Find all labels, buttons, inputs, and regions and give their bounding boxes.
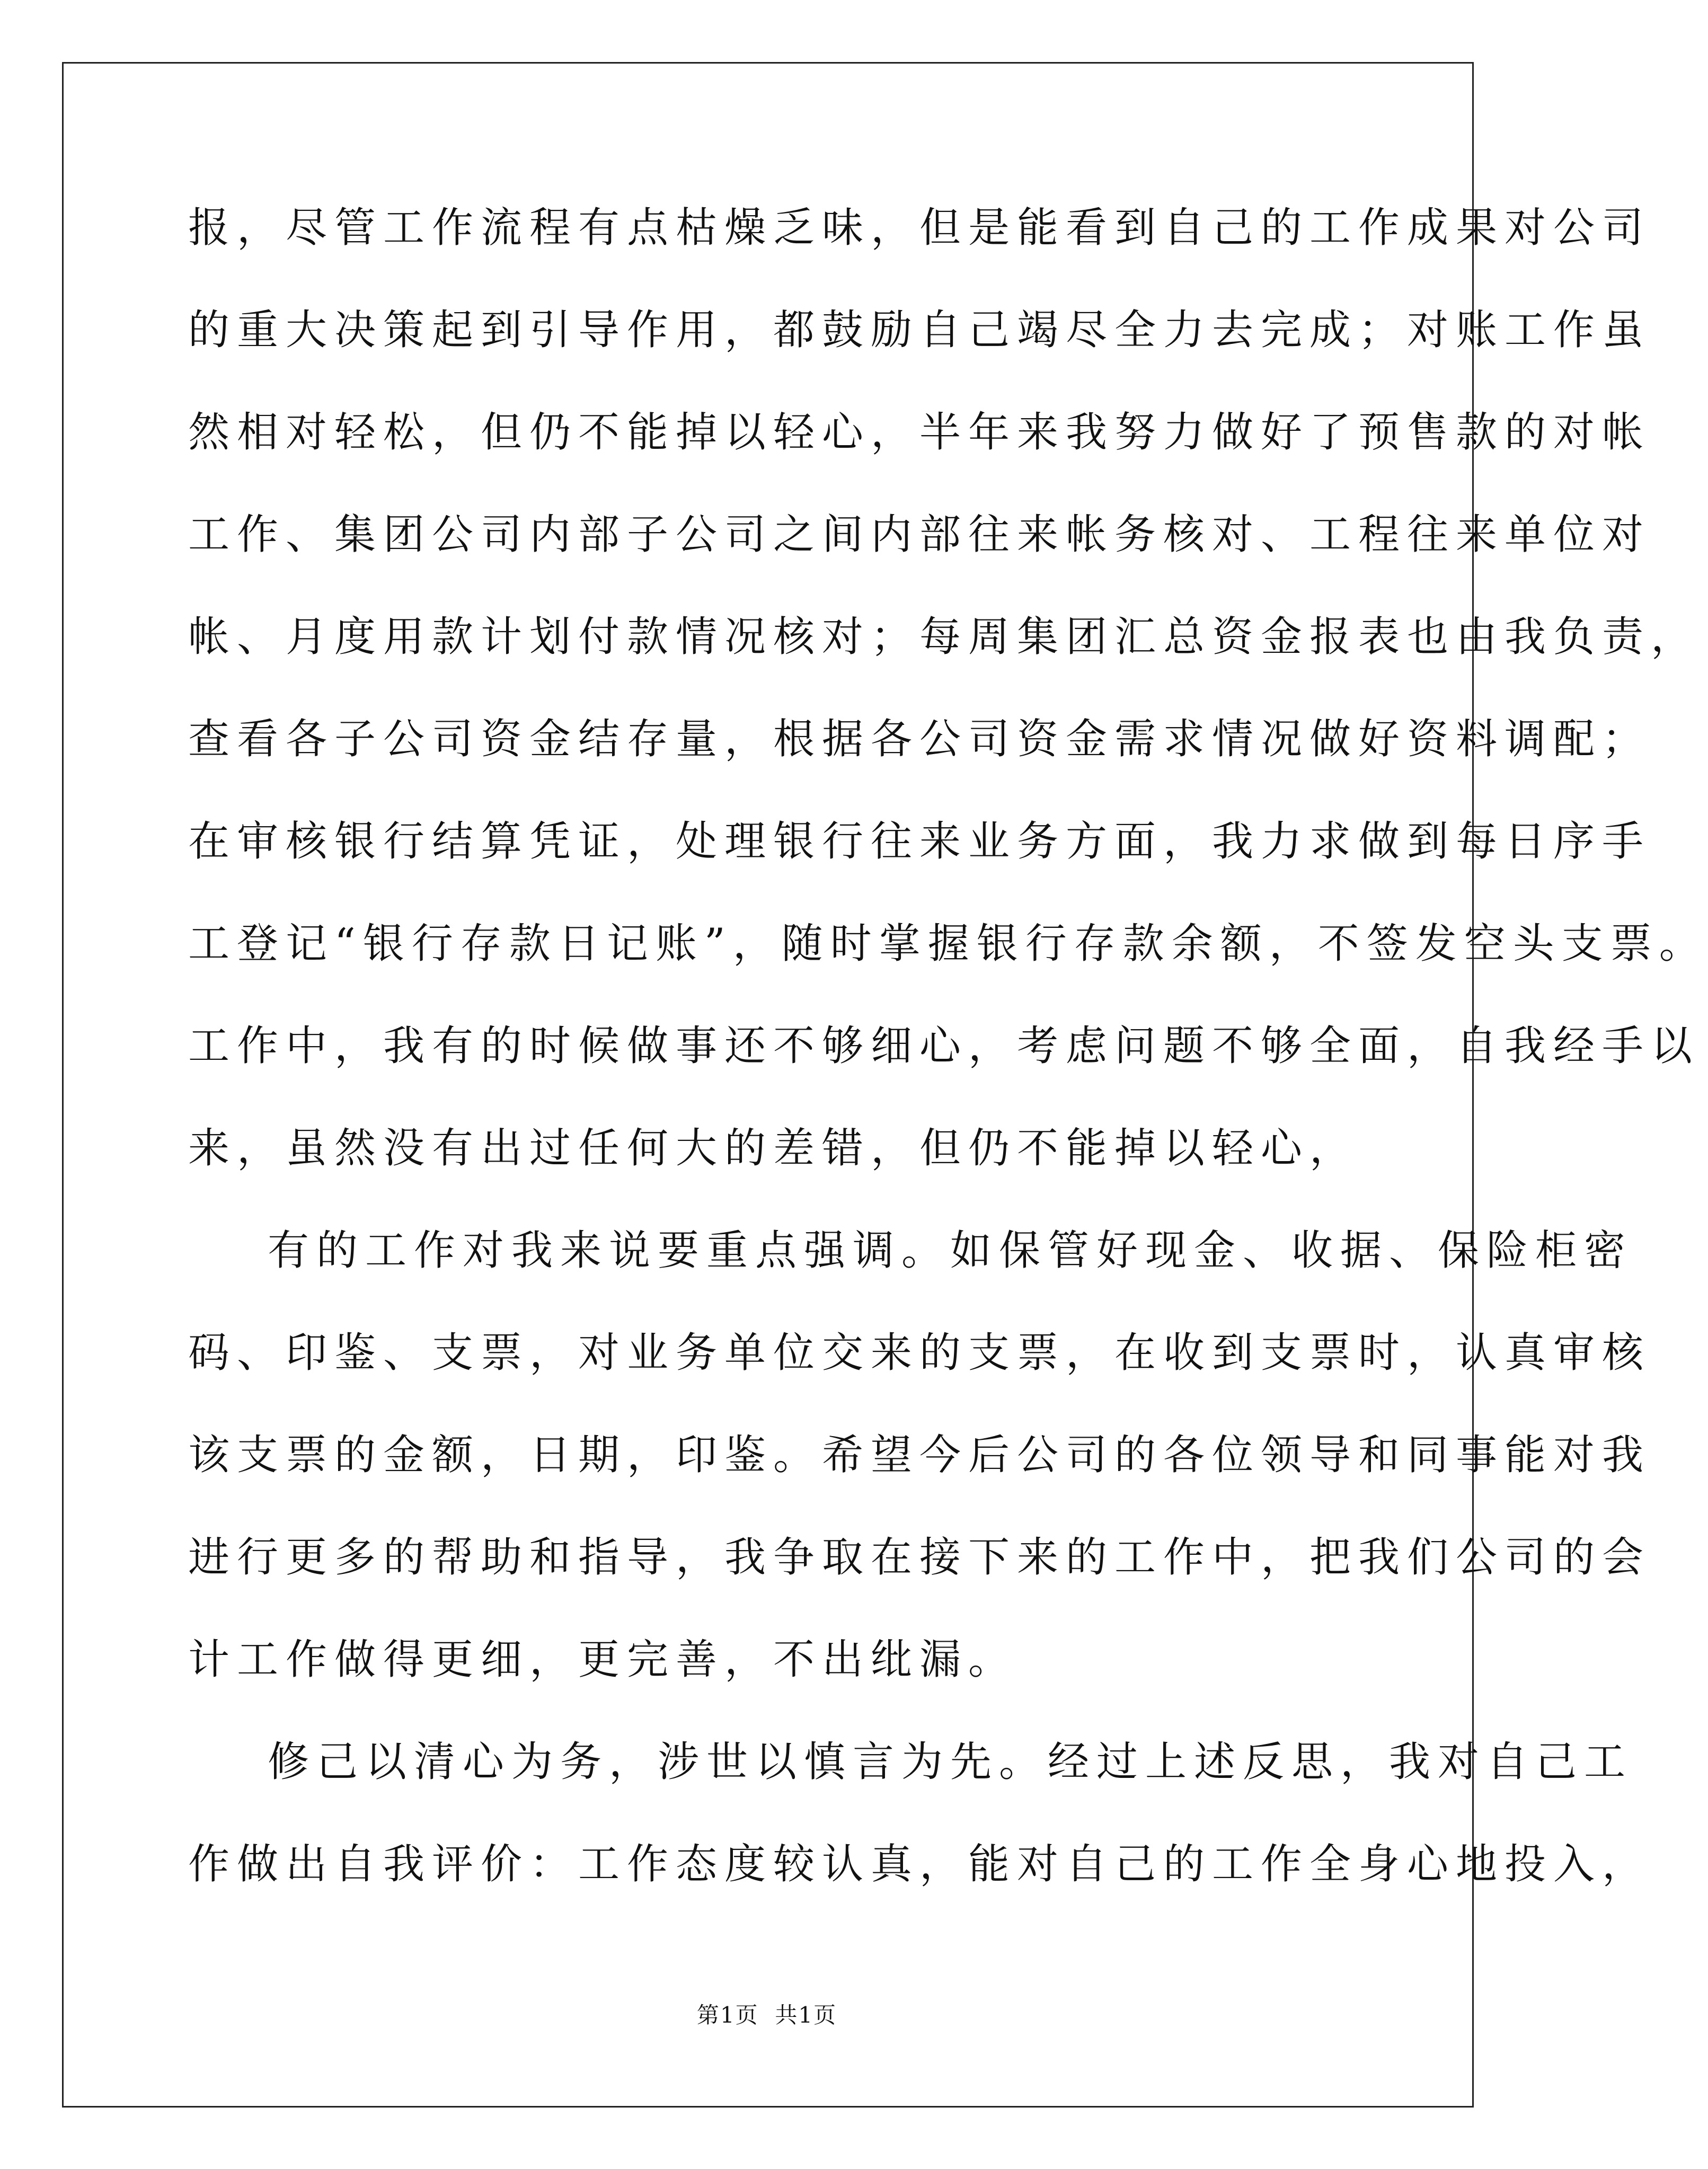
page-border	[62, 62, 1474, 2108]
text-line: 作做出自我评价：工作态度较认真，能对自己的工作全身心地投入，	[188, 1840, 1651, 1888]
text-line: 工登记“银行存款日记账”，随时掌握银行存款余额，不签发空头支票。	[188, 920, 1708, 968]
page-footer: 第1页 共1页	[696, 2002, 837, 2028]
text-line: 计工作做得更细，更完善，不出纰漏。	[188, 1636, 1017, 1684]
text-line: 码、印鉴、支票，对业务单位交来的支票，在收到支票时，认真审核	[188, 1329, 1651, 1377]
paragraph-start-line: 修己以清心为务，涉世以慎言为先。经过上述反思，我对自己工	[268, 1738, 1633, 1786]
text-line: 查看各子公司资金结存量，根据各公司资金需求情况做好资料调配；	[188, 715, 1651, 763]
text-line: 然相对轻松，但仍不能掉以轻心，半年来我努力做好了预售款的对帐	[188, 409, 1651, 456]
text-line: 来，虽然没有出过任何大的差错，但仍不能掉以轻心，	[188, 1125, 1359, 1172]
text-line: 工作中，我有的时候做事还不够细心，考虑问题不够全面，自我经手以	[188, 1022, 1700, 1070]
text-line: 工作、集团公司内部子公司之间内部往来帐务核对、工程往来单位对	[188, 511, 1651, 559]
text-line: 在审核银行结算凭证，处理银行往来业务方面，我力求做到每日序手	[188, 818, 1651, 865]
paragraph-start-line: 有的工作对我来说要重点强调。如保管好现金、收据、保险柜密	[268, 1227, 1633, 1274]
text-line: 帐、月度用款计划付款情况核对；每周集团汇总资金报表也由我负责，	[188, 613, 1700, 661]
text-line: 该支票的金额，日期，印鉴。希望今后公司的各位领导和同事能对我	[188, 1431, 1651, 1479]
text-line: 报，尽管工作流程有点枯燥乏味，但是能看到自己的工作成果对公司	[188, 204, 1651, 252]
text-line: 的重大决策起到引导作用，都鼓励自己竭尽全力去完成；对账工作虽	[188, 306, 1651, 354]
text-line: 进行更多的帮助和指导，我争取在接下来的工作中，把我们公司的会	[188, 1534, 1651, 1581]
